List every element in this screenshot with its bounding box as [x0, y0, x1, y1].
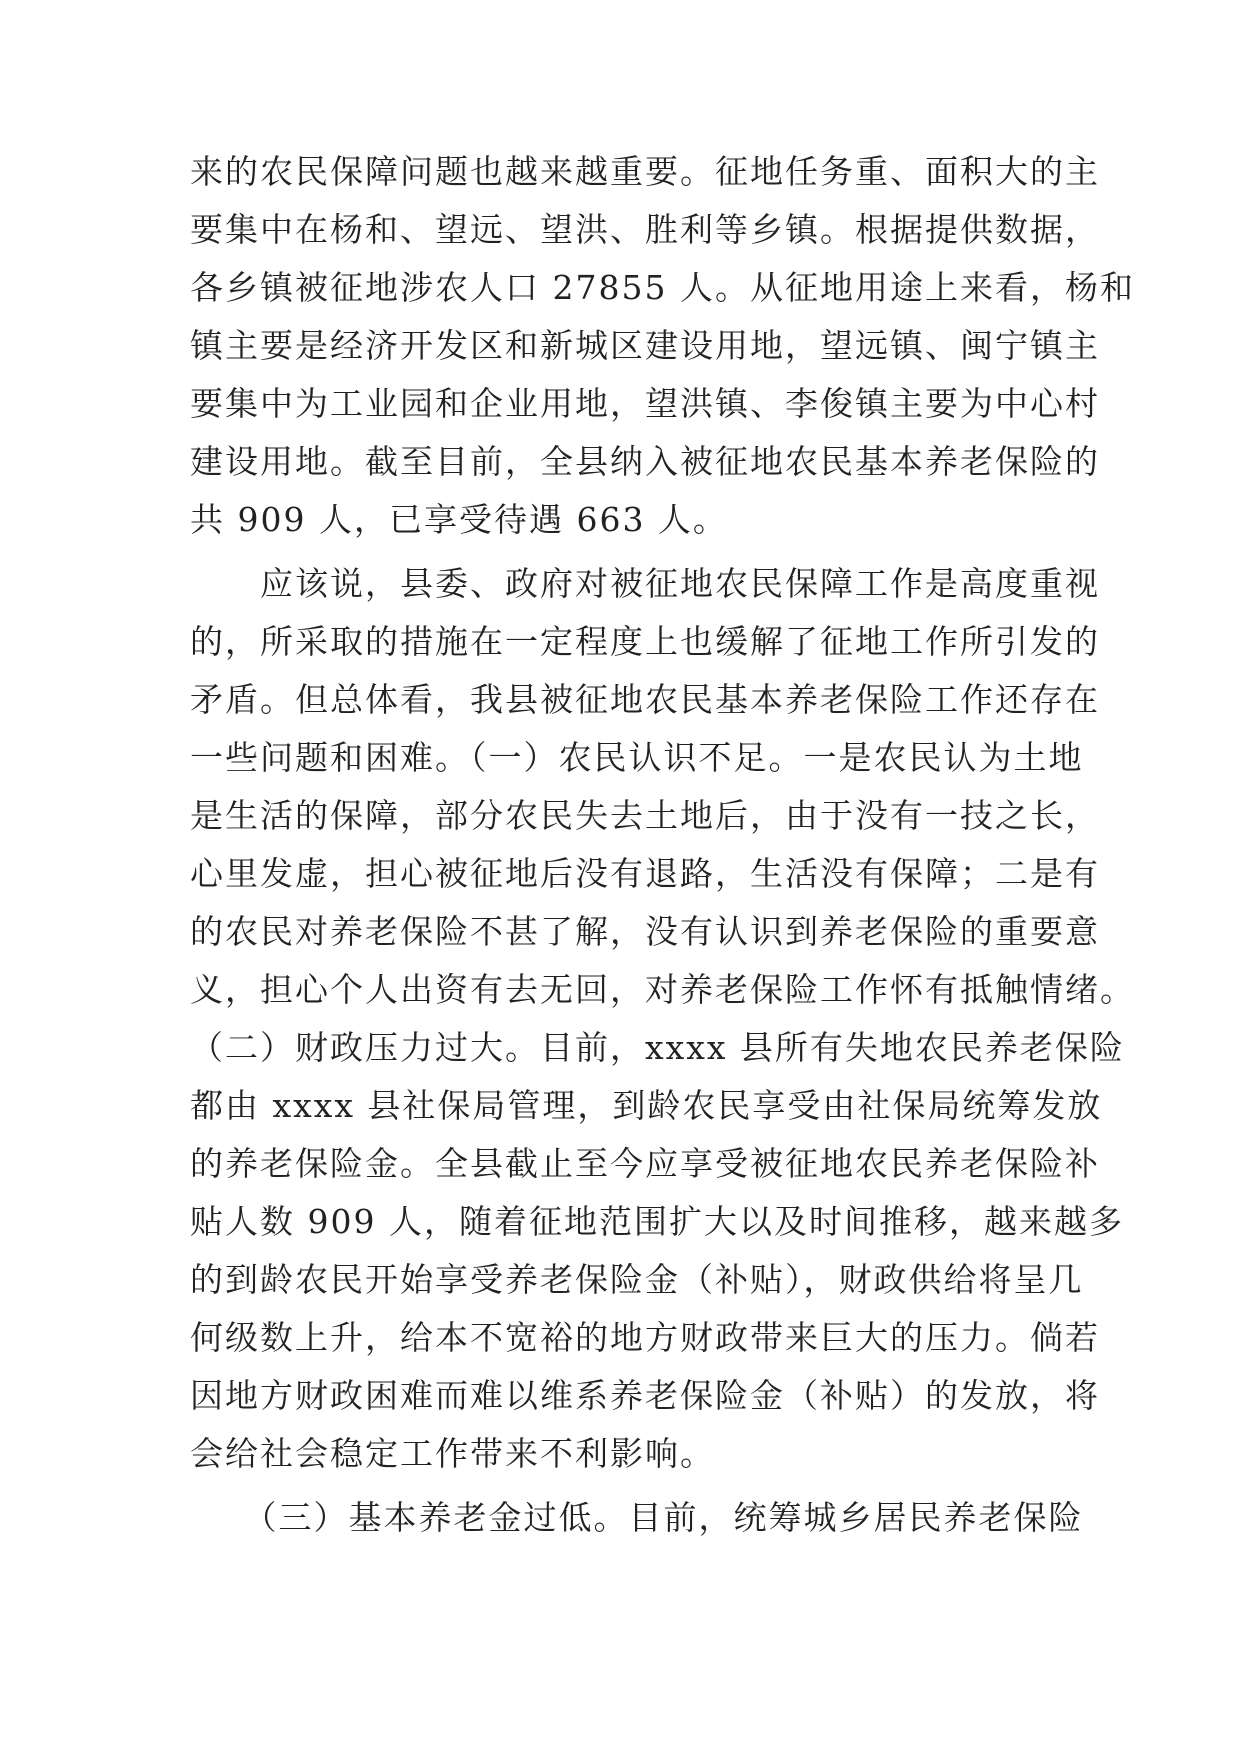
- text-line: 何级数上升，给本不宽裕的地方财政带来巨大的压力。倘若: [190, 1318, 1100, 1357]
- text-line: 一些问题和困难。（一）农民认识不足。一是农民认为土地: [190, 738, 1084, 777]
- text-line: 因地方财政困难而难以维系养老保险金（补贴）的发放，将: [190, 1376, 1100, 1415]
- text-line: 心里发虚，担心被征地后没有退路，生活没有保障；二是有: [190, 854, 1100, 893]
- text-line: 会给社会稳定工作带来不利影响。: [190, 1434, 715, 1473]
- text-line: （三）基本养老金过低。目前，统筹城乡居民养老保险: [190, 1498, 1084, 1537]
- text-line: 要集中为工业园和企业用地，望洪镇、李俊镇主要为中心村: [190, 384, 1100, 423]
- text-line: 的，所采取的措施在一定程度上也缓解了征地工作所引发的: [190, 622, 1100, 661]
- text-line: 贴人数 909 人，随着征地范围扩大以及时间推移，越来越多: [190, 1202, 1124, 1241]
- text-line: （二）财政压力过大。目前，xxxx 县所有失地农民养老保险: [190, 1028, 1125, 1067]
- text-line: 建设用地。截至目前，全县纳入被征地农民基本养老保险的: [190, 442, 1100, 481]
- text-line: 共 909 人，已享受待遇 663 人。: [190, 500, 728, 539]
- text-line: 要集中在杨和、望远、望洪、胜利等乡镇。根据提供数据，: [190, 210, 1100, 249]
- text-line: 应该说，县委、政府对被征地农民保障工作是高度重视: [190, 564, 1100, 603]
- text-line: 义，担心个人出资有去无回，对养老保险工作怀有抵触情绪。: [190, 970, 1135, 1009]
- text-line: 的养老保险金。全县截止至今应享受被征地农民养老保险补: [190, 1144, 1100, 1183]
- text-line: 来的农民保障问题也越来越重要。征地任务重、面积大的主: [190, 152, 1100, 191]
- text-line: 各乡镇被征地涉农人口 27855 人。从征地用途上来看，杨和: [190, 268, 1135, 307]
- text-line: 的到龄农民开始享受养老保险金（补贴），财政供给将呈几: [190, 1260, 1084, 1299]
- text-line: 镇主要是经济开发区和新城区建设用地，望远镇、闽宁镇主: [190, 326, 1100, 365]
- text-line: 是生活的保障，部分农民失去土地后，由于没有一技之长，: [190, 796, 1100, 835]
- text-line: 的农民对养老保险不甚了解，没有认识到养老保险的重要意: [190, 912, 1100, 951]
- text-line: 矛盾。但总体看，我县被征地农民基本养老保险工作还存在: [190, 680, 1100, 719]
- text-line: 都由 xxxx 县社保局管理，到龄农民享受由社保局统筹发放: [190, 1086, 1103, 1125]
